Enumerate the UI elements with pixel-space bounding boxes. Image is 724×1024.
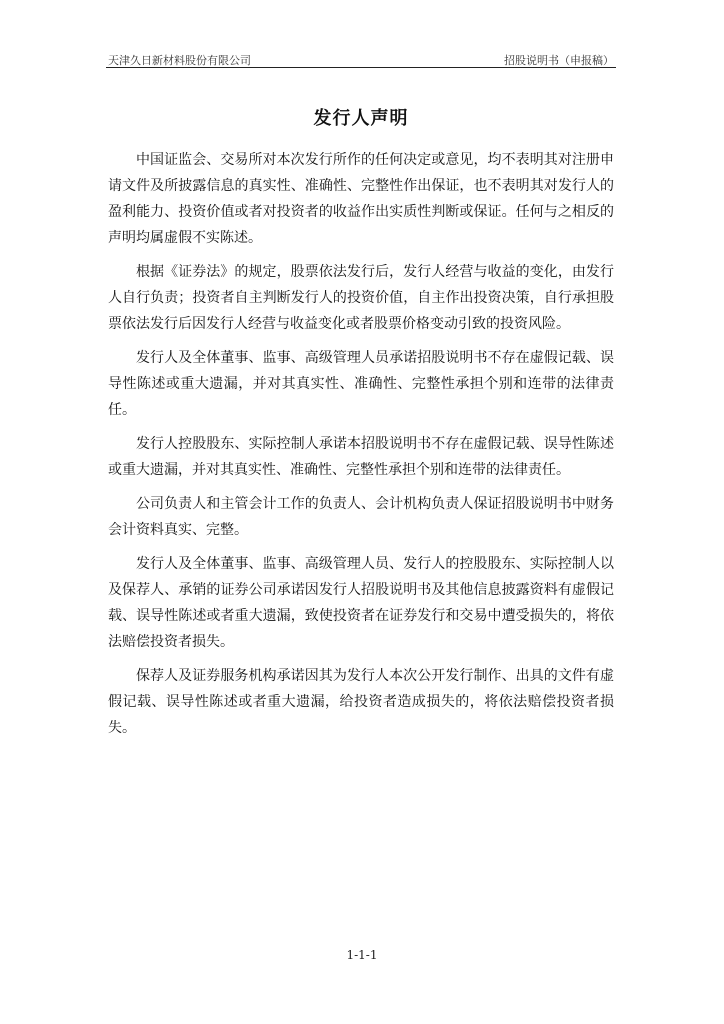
paragraph: 发行人及全体董事、监事、高级管理人员、发行人的控股股东、实际控制人以及保荐人、承销的证券公司承诺因发行人招股说明书及其他信息披露资料有虚假记载、误导性陈述或者重大遗漏，致使投资者在证券发行和交易中遭受损失的，将依法赔偿投资者损失。 [108,556,614,650]
page-title: 发行人声明 [313,108,409,129]
header-document-type: 招股说明书（申报稿） [504,54,614,67]
header-company-name: 天津久日新材料股份有限公司 [108,54,251,67]
paragraph: 中国证监会、交易所对本次发行所作的任何决定或意见，均不表明其对注册申请文件及所披露信息的真实性、准确性、完整性作出保证，也不表明其对发行人的盈利能力、投资价值或者对投资者的收益作出实质性判断或保证。任何与之相反的声明均属虚假不实陈述。 [108,152,614,246]
paragraph: 发行人控股股东、实际控制人承诺本招股说明书不存在虚假记载、误导性陈述或重大遗漏，并对其真实性、准确性、完整性承担个别和连带的法律责任。 [108,436,614,478]
paragraph: 保荐人及证券服务机构承诺因其为发行人本次公开发行制作、出具的文件有虚假记载、误导性陈述或者重大遗漏，给投资者造成损失的，将依法赔偿投资者损失。 [108,668,614,736]
paragraph: 发行人及全体董事、监事、高级管理人员承诺招股说明书不存在虚假记载、误导性陈述或重大遗漏，并对其真实性、准确性、完整性承担个别和连带的法律责任。 [108,350,614,418]
document-body [108,147,614,749]
header-divider [106,67,616,68]
page-number: 1-1-1 [346,948,378,962]
page-header [106,50,616,68]
paragraph: 公司负责人和主管会计工作的负责人、会计机构负责人保证招股说明书中财务会计资料真实、完整。 [108,496,614,538]
paragraph: 根据《证券法》的规定，股票依法发行后，发行人经营与收益的变化，由发行人自行负责；投资者自主判断发行人的投资价值，自主作出投资决策，自行承担股票依法发行后因发行人经营与收益变化或者股票价格变动引致的投资风险。 [108,264,614,332]
